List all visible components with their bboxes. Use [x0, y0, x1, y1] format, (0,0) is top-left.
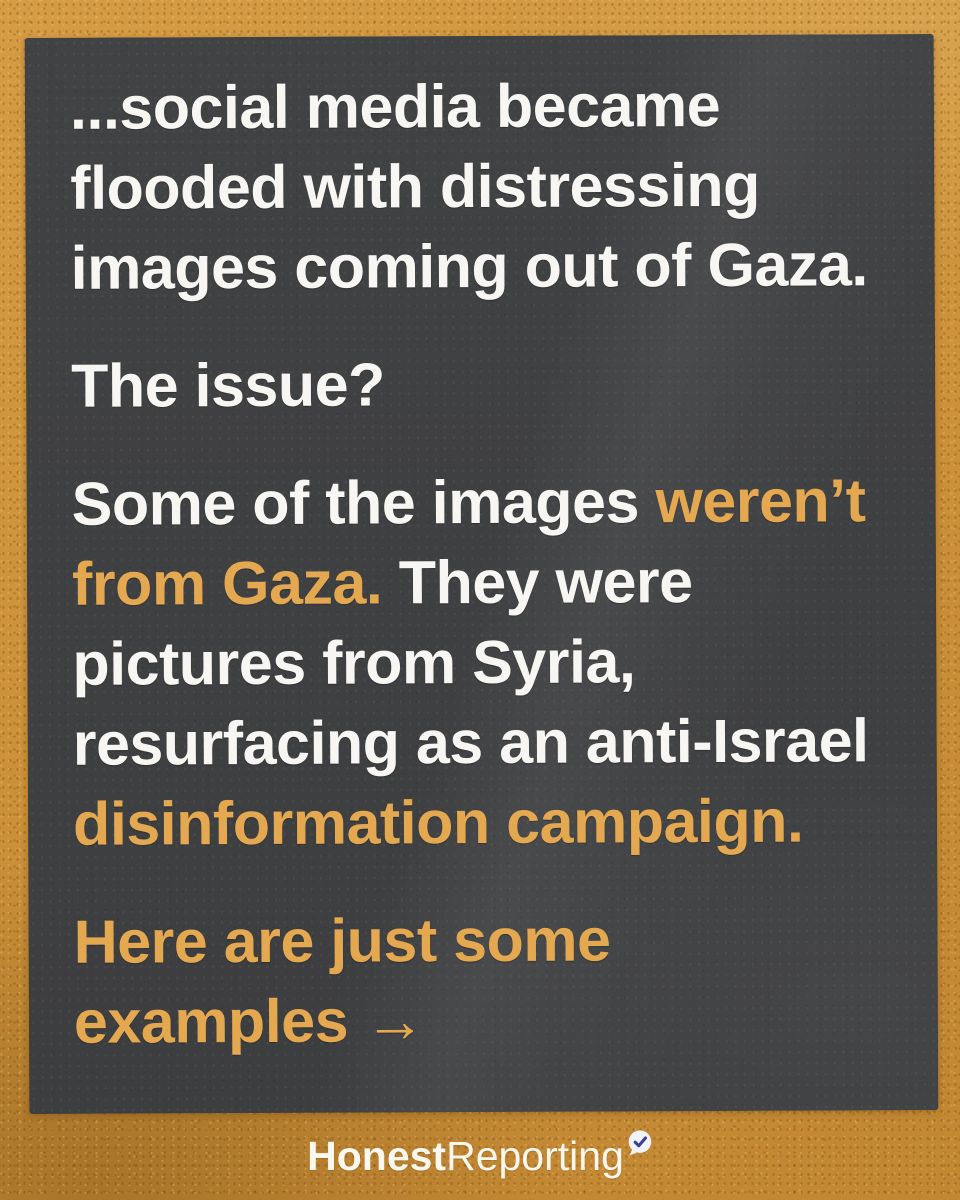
- brand-name-honest: Honest: [307, 1133, 447, 1179]
- poster-paragraph: [72, 460, 893, 864]
- text-segment: Some of the images: [71, 467, 656, 538]
- brand-logo: [307, 1133, 653, 1179]
- text-segment: ...social media became flooded with distressing images coming out of Gaza.: [69, 70, 868, 302]
- brand-footer: [0, 1113, 960, 1200]
- poster-paragraph: [73, 898, 893, 1062]
- poster-paragraph: [70, 64, 890, 308]
- verified-check-icon: [626, 1129, 653, 1157]
- poster-text-block: [25, 34, 938, 1062]
- text-segment-accent: weren’t from Gaza.: [71, 466, 866, 618]
- text-segment-accent: Here are just some examples →: [73, 905, 611, 1056]
- text-segment-accent: disinformation campaign.: [72, 786, 804, 858]
- brand-name-reporting: Reporting: [446, 1133, 624, 1179]
- text-segment: They were pictures from Syria, resurfacing as an anti-Israel: [72, 547, 869, 778]
- poster-panel: [25, 34, 939, 1114]
- text-segment: The issue?: [71, 350, 385, 420]
- poster-paragraph: [71, 342, 890, 426]
